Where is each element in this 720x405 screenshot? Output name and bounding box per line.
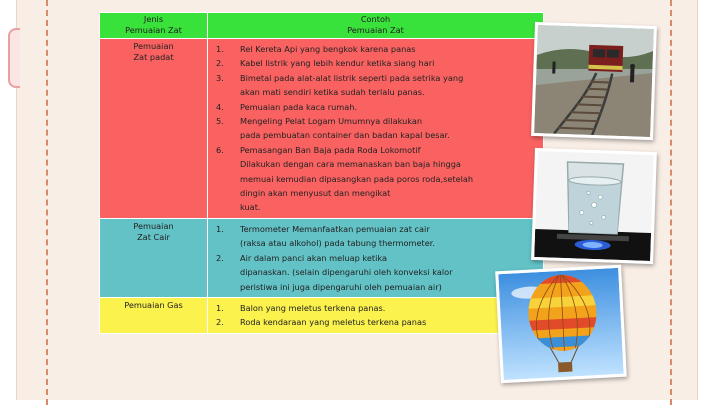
hot-air-balloon-photo bbox=[495, 265, 627, 383]
list-item-text: Mengeling Pelat Logam Umumnya dilakukan bbox=[240, 116, 423, 127]
list-item-continuation: dipanaskan. (selain dipengaruhi oleh konveksi kalor bbox=[240, 267, 453, 278]
list-item bbox=[216, 100, 539, 114]
list-item-text: Air dalam panci akan meluap ketika bbox=[240, 252, 388, 263]
items-gas bbox=[208, 297, 544, 333]
list-item-number: 1. bbox=[216, 223, 224, 234]
list-item-text: Roda kendaraan yang meletus terkena panas bbox=[240, 317, 427, 328]
list-item-text: Pemasangan Ban Baja pada Roda Lokomotif bbox=[240, 144, 421, 155]
list-item-continuation: kuat. bbox=[240, 202, 261, 213]
list-item-text: Bimetal pada alat-alat listrik seperti pada setrika yang bbox=[240, 72, 464, 83]
list-item bbox=[216, 114, 539, 128]
header-contoh-line2: Pemuaian Zat bbox=[347, 25, 404, 35]
list-item-number: 5. bbox=[216, 116, 224, 127]
list-item bbox=[216, 301, 539, 315]
list-item-continuation: pada pembuatan container dan badan kapal besar. bbox=[240, 130, 450, 141]
category-solid-line2: Zat padat bbox=[133, 52, 174, 62]
list-item bbox=[216, 315, 539, 329]
list-item-continuation: Dilakukan dengan cara memanaskan ban baja hingga bbox=[240, 159, 461, 170]
list-item bbox=[216, 56, 539, 70]
list-item-continuation: peristiwa ini juga dipengaruhi oleh pemuaian air) bbox=[240, 281, 442, 292]
list-item-continuation: memuai kemudian dipasangkan pada poros roda,setelah bbox=[240, 173, 474, 184]
category-solid bbox=[100, 39, 208, 219]
list-item bbox=[216, 71, 539, 85]
list-item-number: 1. bbox=[216, 44, 224, 54]
category-liquid-line2: Zat Cair bbox=[137, 231, 170, 242]
row-solid bbox=[100, 39, 544, 219]
list-item-number: 6. bbox=[216, 144, 224, 155]
boiling-water-glass-photo bbox=[531, 148, 657, 264]
header-contoh bbox=[208, 13, 544, 39]
list-item-text: Rel Kereta Api yang bengkok karena panas bbox=[240, 44, 416, 54]
category-liquid bbox=[100, 218, 208, 297]
list-item-text: Pemuaian pada kaca rumah. bbox=[240, 101, 358, 112]
header-contoh-line1: Contoh bbox=[360, 14, 391, 24]
dashed-margin-right bbox=[670, 0, 672, 405]
header-jenis bbox=[100, 13, 208, 39]
list-item bbox=[216, 251, 539, 265]
list-item-number: 1. bbox=[216, 302, 224, 313]
header-jenis-line2: Pemuaian Zat bbox=[125, 25, 182, 35]
list-item-text: Kabel listrik yang lebih kendur ketika siang hari bbox=[240, 58, 435, 69]
category-liquid-line1: Pemuaian bbox=[133, 220, 174, 231]
list-item-number: 3. bbox=[216, 72, 224, 83]
items-solid bbox=[208, 39, 544, 219]
list-item bbox=[216, 222, 539, 236]
items-liquid bbox=[208, 218, 544, 297]
list-item-number: 2. bbox=[216, 58, 224, 69]
category-gas bbox=[100, 297, 208, 333]
list-item-continuation: dingin akan menyusut dan mengikat bbox=[240, 188, 391, 199]
category-gas-line1: Pemuaian Gas bbox=[124, 299, 183, 310]
list-item-text: Balon yang meletus terkena panas. bbox=[240, 302, 386, 313]
header-jenis-line1: Jenis bbox=[143, 14, 164, 24]
list-item-number: 2. bbox=[216, 252, 224, 263]
list-item-continuation: (raksa atau alkohol) pada tabung thermometer. bbox=[240, 238, 436, 249]
category-solid-line1: Pemuaian bbox=[133, 41, 174, 51]
row-liquid bbox=[100, 218, 544, 297]
list-item-continuation: akan mati sendiri ketika sudah terlalu panas. bbox=[240, 87, 425, 98]
side-tab bbox=[8, 28, 20, 88]
list-item bbox=[216, 42, 539, 56]
dashed-margin-left bbox=[46, 0, 48, 405]
railway-track-photo bbox=[531, 22, 657, 140]
row-gas bbox=[100, 297, 544, 333]
expansion-table bbox=[99, 12, 544, 334]
list-item bbox=[216, 143, 539, 157]
list-item-number: 2. bbox=[216, 317, 224, 328]
list-item-number: 4. bbox=[216, 101, 224, 112]
list-item-text: Termometer Memanfaatkan pemuaian zat cair bbox=[240, 223, 430, 234]
header-row bbox=[100, 13, 544, 39]
